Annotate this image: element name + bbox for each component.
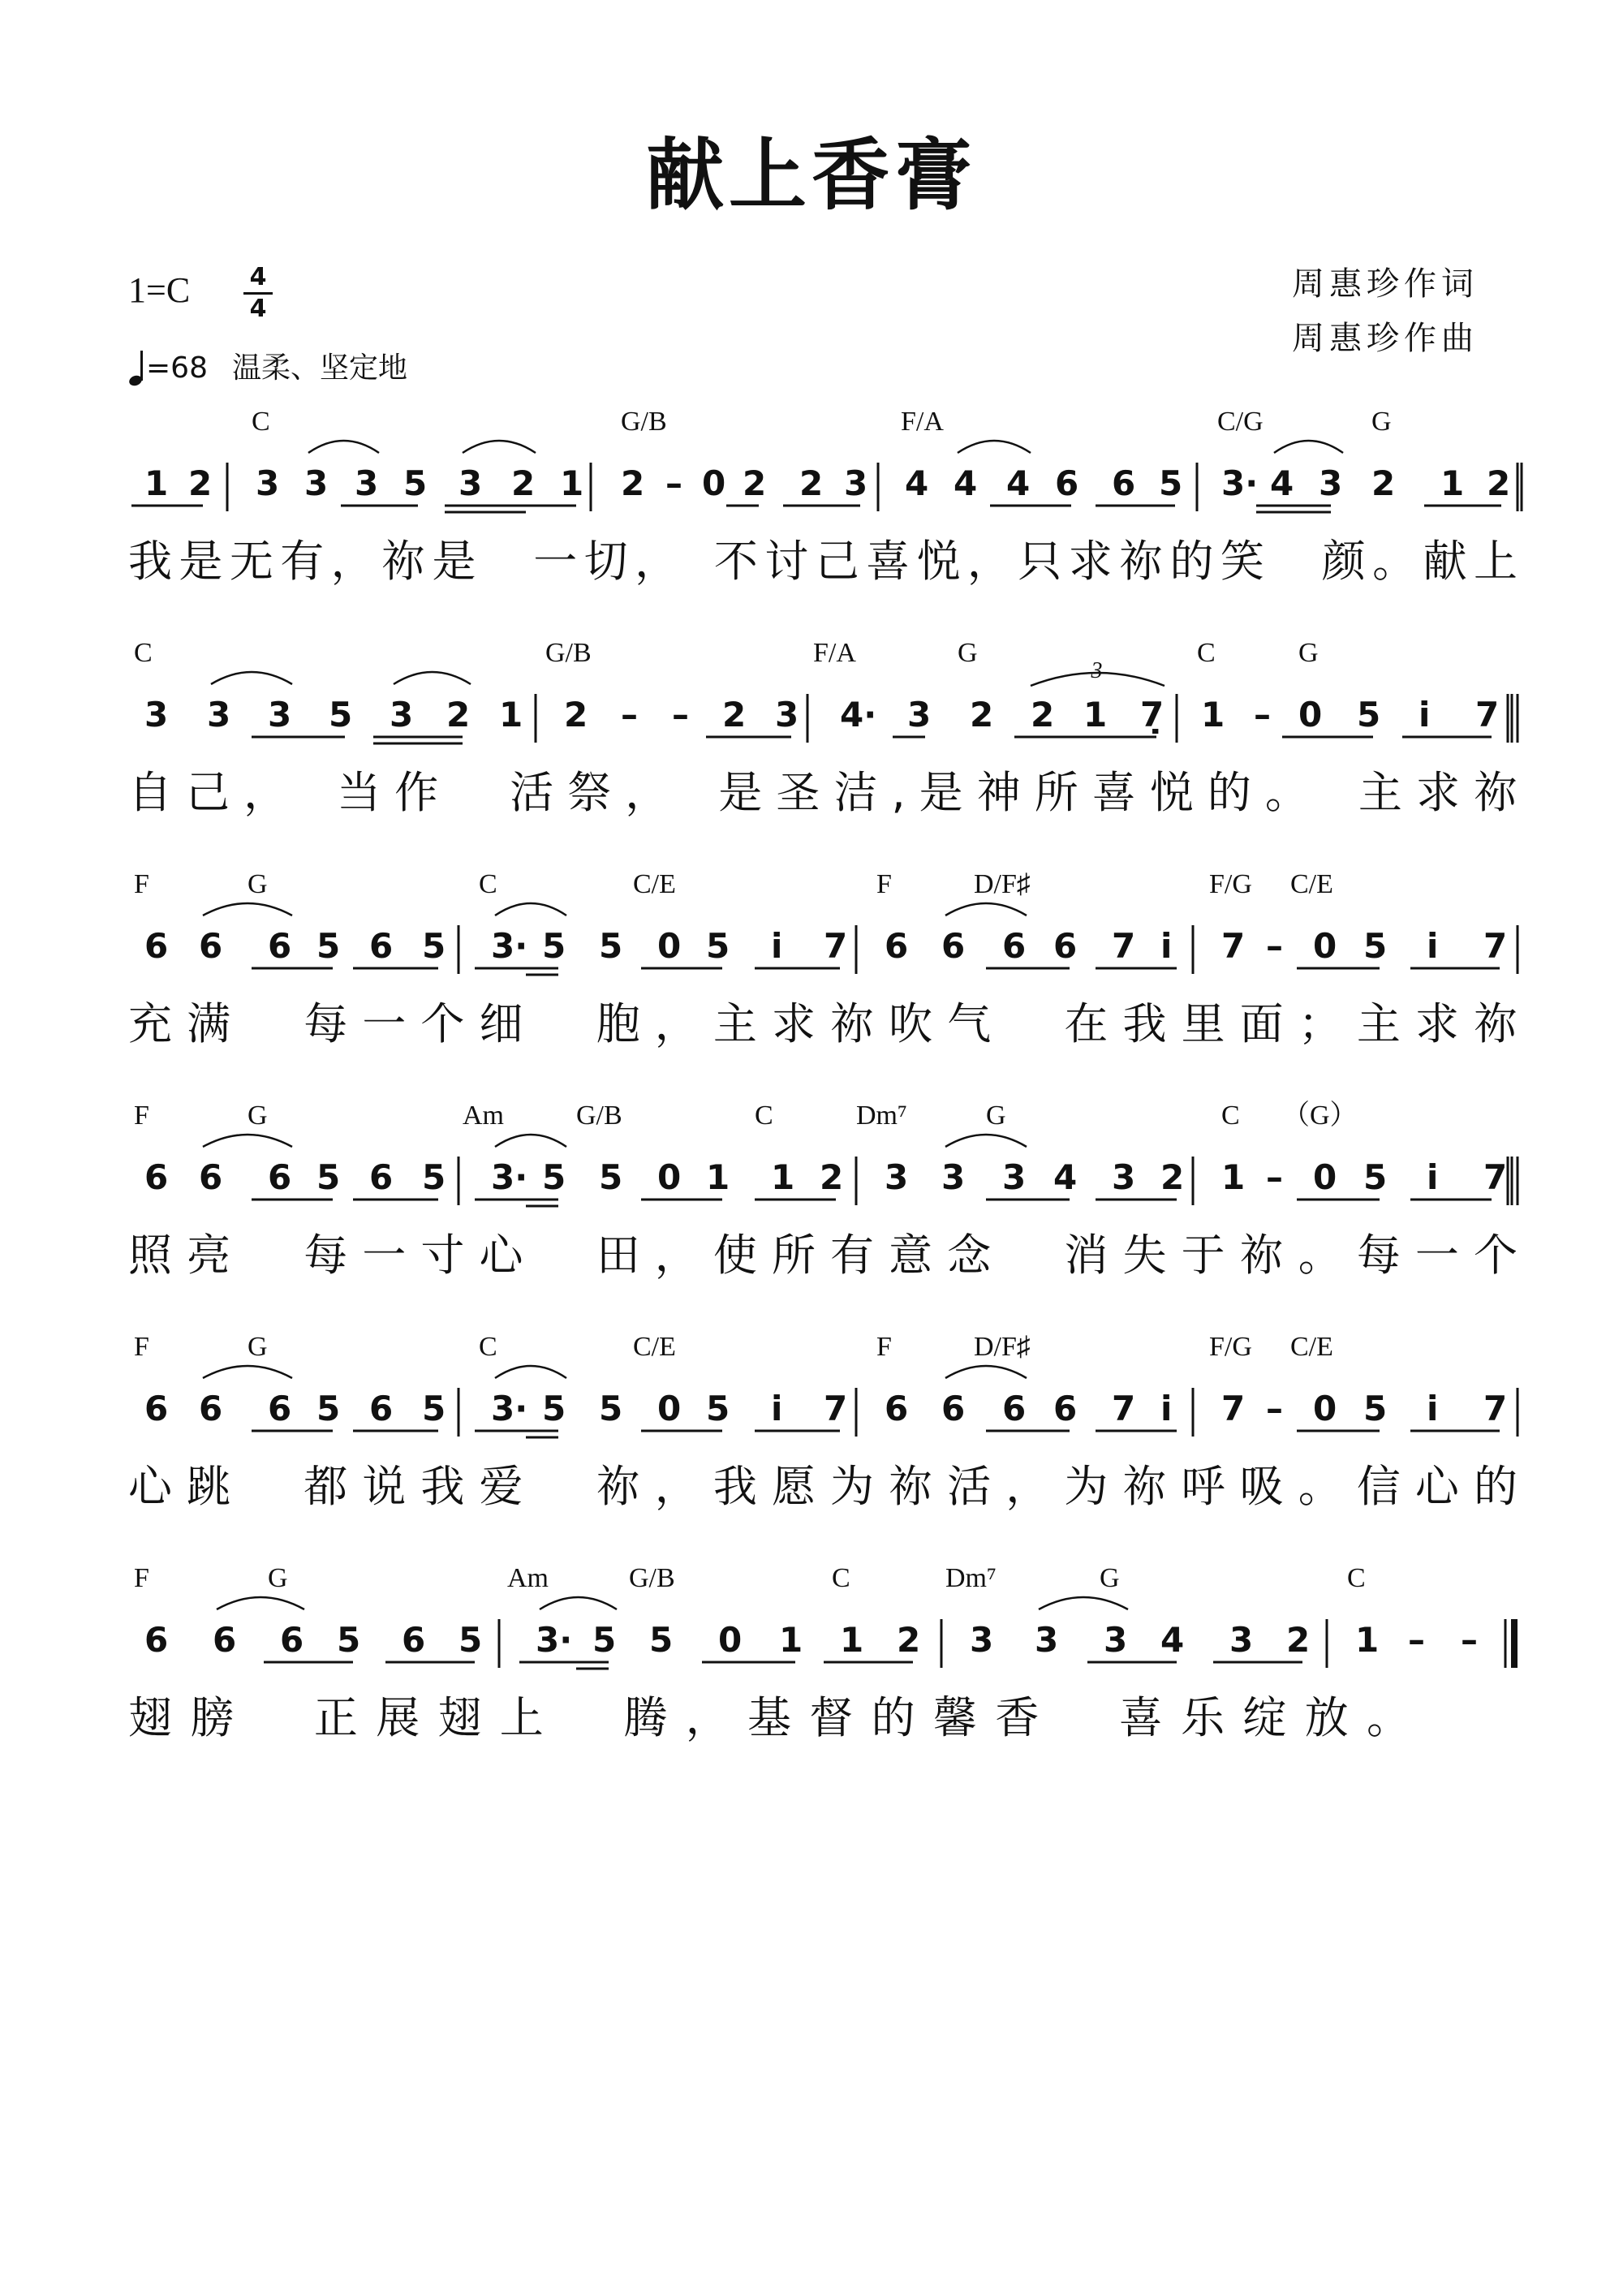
slur: [394, 672, 471, 684]
note: 1: [840, 1620, 864, 1660]
note: 6: [199, 1389, 223, 1428]
note: 1: [1355, 1620, 1380, 1660]
key-signature: 1=C: [128, 270, 191, 310]
note: 6: [268, 926, 292, 966]
note: 5: [542, 926, 566, 966]
note: 0: [657, 1389, 682, 1428]
note: 5: [599, 1157, 623, 1197]
lyric-line: 照亮 每一寸心 田，使所有意念 消失于祢。每一个: [128, 1230, 1518, 1281]
note: –: [665, 463, 682, 503]
note: 3: [304, 463, 329, 503]
note: 5: [1363, 1157, 1388, 1197]
note: 0: [1313, 926, 1337, 966]
lyric-line: 充满 每一个细 胞，主求祢吹气 在我里面；主求祢: [128, 998, 1518, 1049]
slur: [1039, 1597, 1128, 1609]
note: 2: [511, 463, 536, 503]
note: 3·: [491, 1157, 528, 1197]
note: 1: [706, 1157, 730, 1197]
note: 1: [1221, 1157, 1246, 1197]
note: –: [1266, 926, 1283, 966]
note: 5: [1363, 1389, 1388, 1428]
slur: [1274, 441, 1343, 453]
slur: [495, 903, 566, 915]
note: 1: [771, 1157, 795, 1197]
lyric-line: 自己， 当作 活祭， 是圣洁,是神所喜悦的。 主求祢: [128, 767, 1518, 818]
chord-symbol: F/A: [813, 638, 856, 668]
note: 1: [144, 463, 169, 503]
note: 2: [897, 1620, 921, 1660]
note: 5: [542, 1389, 566, 1428]
chord-symbol: C/E: [633, 1332, 676, 1362]
chord-symbol: Dm⁷: [856, 1101, 907, 1131]
note: 2: [1371, 463, 1396, 503]
note: 3: [256, 463, 280, 503]
chord-symbol: C: [832, 1563, 850, 1593]
note: 4: [905, 463, 929, 503]
chord-symbol: G: [986, 1101, 1006, 1131]
note: –: [1266, 1389, 1283, 1428]
chord-symbol: F/A: [901, 407, 944, 437]
note: 6: [1053, 1389, 1078, 1428]
lyric-line: 心跳 都说我爱 祢，我愿为祢活，为祢呼吸。信心的: [128, 1461, 1518, 1512]
chord-symbol: D/F♯: [974, 869, 1031, 899]
note: 3·: [491, 1389, 528, 1428]
note: 2: [970, 695, 994, 734]
note: 7: [824, 1389, 848, 1428]
note: 5: [599, 1389, 623, 1428]
note: 2: [722, 695, 747, 734]
note: 2: [799, 463, 824, 503]
chord-symbol: G/B: [576, 1101, 622, 1131]
note: 3: [941, 1157, 966, 1197]
chord-symbol: G: [268, 1563, 288, 1593]
chord-symbol: C: [479, 869, 497, 899]
note: 2: [1031, 695, 1055, 734]
note: –: [1266, 1157, 1283, 1197]
note: 0: [1313, 1157, 1337, 1197]
slur: [217, 1597, 304, 1609]
note: 5: [649, 1620, 674, 1660]
note: –: [1254, 695, 1271, 734]
note: 6: [885, 1389, 909, 1428]
note: 5: [592, 1620, 617, 1660]
time-signature-top: 4: [249, 263, 267, 291]
lyric-line: 我是无有，祢是 一切， 不讨己喜悦，只求祢的笑 颜。献上: [128, 536, 1518, 587]
note: 7: [1483, 1157, 1508, 1197]
note: 6: [941, 1389, 966, 1428]
tempo-value: =68: [146, 351, 208, 385]
chord-symbol: F: [876, 1332, 892, 1362]
slur: [203, 903, 292, 915]
slur: [495, 1135, 566, 1147]
note: 3: [207, 695, 231, 734]
chord-symbol: Dm⁷: [945, 1563, 997, 1593]
note: i̇: [1160, 926, 1173, 966]
note: 7: [1112, 926, 1136, 966]
note: 7: [1483, 1389, 1508, 1428]
note: 3: [1002, 1157, 1027, 1197]
note: 5: [316, 926, 341, 966]
note: 6: [268, 1157, 292, 1197]
chord-symbol: F: [134, 1101, 149, 1131]
chord-symbol: G: [248, 1332, 268, 1362]
note: 3: [355, 463, 379, 503]
note: 7: [824, 926, 848, 966]
note: 6: [941, 926, 966, 966]
chord-symbol: F: [876, 869, 892, 899]
note: 2: [621, 463, 645, 503]
chord-symbol: G: [248, 1101, 268, 1131]
note: 5: [706, 926, 730, 966]
note: 1: [560, 463, 584, 503]
final-barline: [1511, 1619, 1518, 1668]
note: 5: [599, 926, 623, 966]
note: 3: [885, 1157, 909, 1197]
chord-symbol: F: [134, 1563, 149, 1593]
slur: [203, 1366, 292, 1378]
slur: [211, 672, 292, 684]
chord-symbol: G: [1100, 1563, 1120, 1593]
note: 3: [1112, 1157, 1136, 1197]
note: 3: [268, 695, 292, 734]
note: 4·: [840, 695, 877, 734]
lyric-line: 翅膀 正展翅上 腾，基督的馨香 喜乐绽放。: [128, 1692, 1410, 1743]
note: 2: [564, 695, 588, 734]
note: i̇: [1160, 1389, 1173, 1428]
note: –: [672, 695, 689, 734]
chord-symbol: C: [479, 1332, 497, 1362]
note: 5: [403, 463, 428, 503]
note: 6: [369, 926, 394, 966]
chord-symbol: G: [1298, 638, 1319, 668]
slur: [203, 1135, 292, 1147]
chord-symbol: F: [134, 869, 149, 899]
note: 7: [1483, 926, 1508, 966]
note: 5: [316, 1389, 341, 1428]
chord-symbol: F/G: [1209, 1332, 1252, 1362]
song-title: 献上香膏: [646, 129, 977, 221]
note: 5: [1357, 695, 1381, 734]
chord-symbol: G/B: [621, 407, 667, 437]
note: 3·: [1221, 463, 1259, 503]
chord-symbol: G: [958, 638, 978, 668]
triplet-mark: 3: [1091, 658, 1103, 683]
note: 6: [1002, 1389, 1027, 1428]
note: 6: [144, 1389, 169, 1428]
slur: [308, 441, 379, 453]
chord-symbol: C/E: [1290, 869, 1333, 899]
note: 4: [1160, 1620, 1185, 1660]
note: 6: [369, 1157, 394, 1197]
note: 3: [458, 463, 483, 503]
lyricist-credit: 周惠珍作词: [1292, 265, 1479, 303]
note: 1: [1083, 695, 1108, 734]
note: 2: [820, 1157, 844, 1197]
note: 6: [280, 1620, 304, 1660]
note: 1: [1440, 463, 1465, 503]
note: 5: [422, 926, 446, 966]
chord-symbol: Am: [463, 1101, 504, 1131]
note: i̇: [1419, 695, 1431, 734]
note: 6: [1055, 463, 1079, 503]
note: –: [1408, 1620, 1425, 1660]
note: i̇: [1427, 1157, 1439, 1197]
note: 0: [657, 926, 682, 966]
chord-symbol: （G）: [1282, 1101, 1358, 1131]
note: 6: [1002, 926, 1027, 966]
note: 1: [499, 695, 523, 734]
note: 0: [702, 463, 726, 503]
note: 2: [1487, 463, 1511, 503]
note: 5: [542, 1157, 566, 1197]
note: 7: [1475, 695, 1500, 734]
chord-symbol: C: [252, 407, 270, 437]
note: –: [1461, 1620, 1478, 1660]
chord-symbol: G: [1371, 407, 1392, 437]
note: 5: [1159, 463, 1183, 503]
note: 5: [1363, 926, 1388, 966]
note: 6: [144, 1620, 169, 1660]
note: 0: [1313, 1389, 1337, 1428]
performance-style: 温柔、坚定地: [231, 351, 407, 385]
note: 5: [337, 1620, 361, 1660]
chord-symbol: G: [248, 869, 268, 899]
note: 1: [779, 1620, 803, 1660]
note: 2: [1160, 1157, 1185, 1197]
chord-symbol: C: [134, 638, 153, 668]
note: 3: [775, 695, 799, 734]
chord-symbol: C/G: [1217, 407, 1264, 437]
note: 3·: [491, 926, 528, 966]
note: 3: [970, 1620, 994, 1660]
note: 6: [199, 1157, 223, 1197]
note: 6: [402, 1620, 426, 1660]
note: i̇: [1427, 926, 1439, 966]
note: 6: [1053, 926, 1078, 966]
slur: [945, 1366, 1027, 1378]
note: 3: [844, 463, 868, 503]
note: 0: [1298, 695, 1323, 734]
chord-symbol: C: [1221, 1101, 1240, 1131]
chord-symbol: Am: [507, 1563, 549, 1593]
chord-symbol: C: [1197, 638, 1216, 668]
note: 5: [329, 695, 353, 734]
note: 2: [1286, 1620, 1311, 1660]
chord-symbol: G/B: [629, 1563, 675, 1593]
note: 6: [268, 1389, 292, 1428]
note: 4: [1006, 463, 1031, 503]
time-signature-bottom: 4: [249, 295, 267, 323]
note: 5: [706, 1389, 730, 1428]
slur: [945, 903, 1027, 915]
note: 5: [458, 1620, 483, 1660]
note: i̇: [771, 926, 783, 966]
note: i̇: [1427, 1389, 1439, 1428]
note: 6: [144, 926, 169, 966]
note: 4: [1270, 463, 1294, 503]
chord-symbol: C/E: [1290, 1332, 1333, 1362]
note: 3: [1319, 463, 1343, 503]
note: 3: [907, 695, 932, 734]
slur: [945, 1135, 1027, 1147]
note: 2: [188, 463, 213, 503]
note: 7̣: [1140, 695, 1165, 734]
note: 3: [144, 695, 169, 734]
note: 1: [1201, 695, 1225, 734]
note: 7: [1112, 1389, 1136, 1428]
chord-symbol: D/F♯: [974, 1332, 1031, 1362]
note: –: [621, 695, 638, 734]
note: 2: [743, 463, 767, 503]
note: 6: [199, 926, 223, 966]
note: 3: [1035, 1620, 1059, 1660]
chord-symbol: F: [134, 1332, 149, 1362]
chord-symbol: F/G: [1209, 869, 1252, 899]
note: 6: [1112, 463, 1136, 503]
note: 5: [316, 1157, 341, 1197]
chord-symbol: C: [755, 1101, 773, 1131]
slur: [540, 1597, 617, 1609]
note: 5: [422, 1389, 446, 1428]
chord-symbol: C: [1347, 1563, 1366, 1593]
slur: [958, 441, 1031, 453]
note: 0: [657, 1157, 682, 1197]
note: 0: [718, 1620, 743, 1660]
note: 3·: [536, 1620, 573, 1660]
note: 7: [1221, 1389, 1246, 1428]
chord-symbol: G/B: [545, 638, 592, 668]
note: i̇: [771, 1389, 783, 1428]
slur: [495, 1366, 566, 1378]
note: 6: [369, 1389, 394, 1428]
note: 3: [1104, 1620, 1128, 1660]
note: 3: [1229, 1620, 1254, 1660]
note: 4: [954, 463, 978, 503]
composer-credit: 周惠珍作曲: [1292, 320, 1479, 357]
note: 6: [213, 1620, 237, 1660]
note: 2: [446, 695, 471, 734]
chord-symbol: C/E: [633, 869, 676, 899]
slur: [463, 441, 536, 453]
note: 7: [1221, 926, 1246, 966]
note: 5: [422, 1157, 446, 1197]
note: 6: [144, 1157, 169, 1197]
note: 3: [390, 695, 414, 734]
note: 4: [1053, 1157, 1078, 1197]
note: 6: [885, 926, 909, 966]
